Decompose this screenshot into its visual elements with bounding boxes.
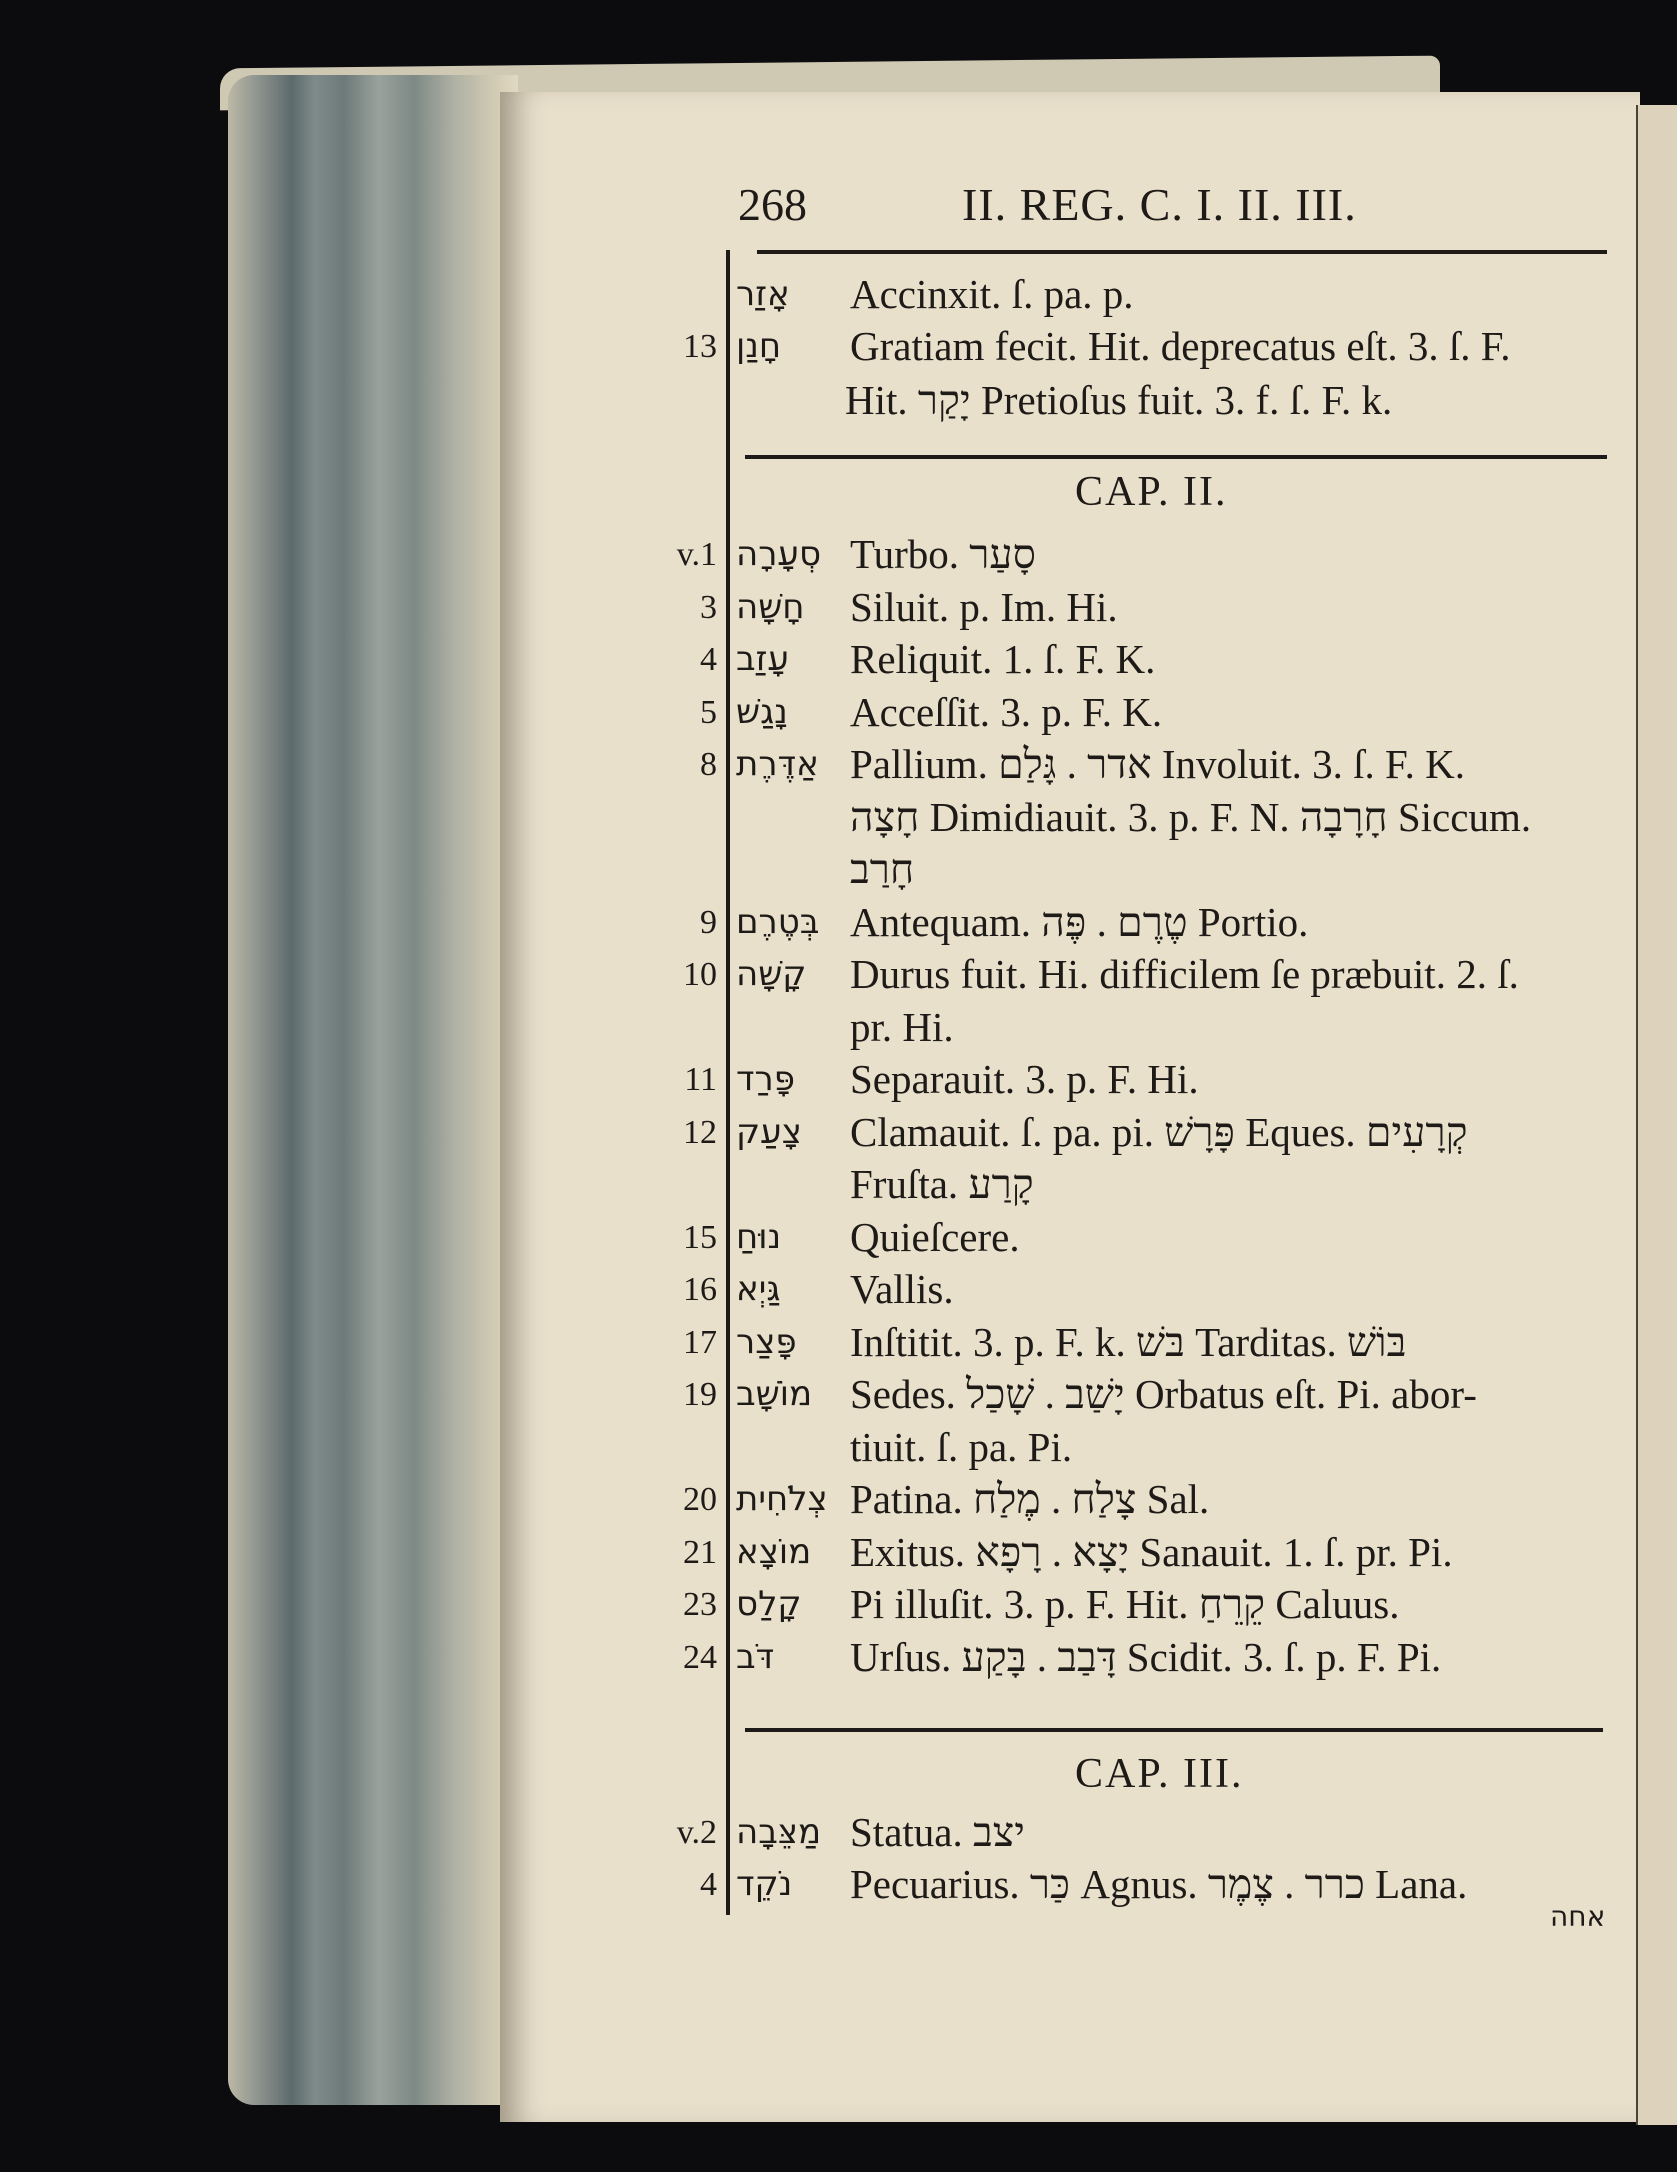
entry-row <box>0 1003 1677 1053</box>
verse-number: 23 <box>683 1586 717 1623</box>
entry-row <box>0 1108 1677 1158</box>
entry-row <box>0 950 1677 1000</box>
section-rule <box>745 455 1607 459</box>
verse-number: 10 <box>683 956 717 993</box>
hebrew-headword: קָשָׁה <box>736 954 807 994</box>
verse-number: 3 <box>700 588 717 626</box>
latin-gloss: Quieſcere. <box>850 1213 1020 1260</box>
latin-gloss: pr. Hi. <box>850 1003 954 1050</box>
entry-row <box>0 740 1677 790</box>
hebrew-headword: חָנַן <box>736 326 782 366</box>
verse-number: v.1 <box>676 536 717 573</box>
section-rule-2 <box>745 1728 1603 1732</box>
hebrew-headword: צָעַק <box>736 1111 802 1152</box>
latin-gloss: Exitus. יָצָא . רָפָא Sanauit. 1. ſ. pr. Pi. <box>850 1528 1453 1575</box>
entry-row <box>0 1528 1677 1578</box>
entry-row <box>0 1370 1677 1420</box>
hebrew-headword: עָזַב <box>736 639 790 679</box>
hebrew-headword: מוֹצָא <box>736 1531 812 1572</box>
hebrew-headword: צְלֹחִית <box>736 1479 828 1519</box>
hebrew-headword: חָשָׁה <box>736 586 805 627</box>
verse-number: 13 <box>683 328 717 365</box>
entry-row <box>0 530 1677 580</box>
entry-row <box>0 898 1677 948</box>
entry-row <box>0 1265 1677 1315</box>
hebrew-headword: קָלַס <box>736 1584 802 1624</box>
latin-gloss: Sedes. יָשַׁב . שָׁכַל Orbatus eſt. Pi. abor- <box>850 1371 1477 1417</box>
verse-number: 15 <box>683 1218 717 1256</box>
entry-row <box>0 688 1677 738</box>
latin-gloss: Accinxit. ſ. pa. p. <box>850 271 1134 317</box>
verse-number: 4 <box>700 641 717 678</box>
hebrew-headword: מַצֵּבָה <box>736 1812 822 1852</box>
entry-row <box>0 1475 1677 1525</box>
hebrew-headword: סְעָרָה <box>736 534 822 574</box>
entry-row <box>0 322 1677 372</box>
entry-row <box>0 1055 1677 1105</box>
entry-row <box>0 635 1677 685</box>
hebrew-headword: אָזַר <box>736 274 790 314</box>
latin-gloss: Inſtitit. 3. p. F. k. בּשׁ Tarditas. בּוֹשׁ <box>850 1318 1407 1365</box>
verse-number: 9 <box>700 903 717 941</box>
verse-number: 24 <box>683 1638 717 1676</box>
latin-gloss: Antequam. טֶרֶם . פֶּה Portio. <box>850 898 1309 945</box>
latin-gloss: Separauit. 3. p. F. Hi. <box>850 1056 1199 1102</box>
verse-number: 12 <box>683 1113 717 1151</box>
cap2-title: CAP. II. <box>1075 469 1228 515</box>
latin-gloss: Pi illuſit. 3. p. F. Hit. קֵרֵחַ Caluus. <box>850 1581 1400 1627</box>
verse-number: 11 <box>684 1061 717 1098</box>
cap3-continuation: אחה <box>1550 1900 1606 1933</box>
latin-gloss: Pallium. אדר . גָּלַם Involuit. 3. ſ. F. K. <box>850 741 1465 787</box>
latin-gloss: Durus fuit. Hi. difficilem ſe præbuit. 2. ſ. <box>850 951 1519 997</box>
entry-row <box>0 1808 1677 1858</box>
hebrew-headword: נוּחַ <box>736 1216 782 1257</box>
hebrew-headword: פָּרַד <box>736 1059 795 1099</box>
verse-number: 17 <box>683 1323 717 1361</box>
top-continuation: Hit. יָקַר Pretioſus fuit. 3. f. ſ. F. k. <box>845 377 1393 423</box>
latin-gloss: חָצָה Dimidiauit. 3. p. F. N. חָרָבָה Siccum. <box>850 793 1532 840</box>
latin-gloss: Clamauit. ſ. pa. pi. פָּרָשׁ Eques. קְרָעִים <box>850 1108 1468 1155</box>
latin-gloss: Pecuarius. כַּר Agnus. כרר . צֶמֶר Lana. <box>850 1861 1468 1907</box>
entry-row <box>0 270 1677 320</box>
entry-row <box>0 1580 1677 1630</box>
verse-number: 8 <box>700 746 717 783</box>
header-rule <box>757 250 1607 254</box>
verse-number: 5 <box>700 693 717 731</box>
hebrew-headword: מוֹשָׁב <box>736 1374 813 1414</box>
latin-gloss: חָרַב <box>850 846 915 892</box>
entry-row <box>0 1860 1677 1910</box>
hebrew-headword: בְּטֶרֶם <box>736 901 820 942</box>
verse-number: 4 <box>700 1866 717 1903</box>
hebrew-headword: נָגַשׁ <box>736 691 788 732</box>
hebrew-headword: גַּיְא <box>736 1269 781 1309</box>
running-head: II. REG. C. I. II. III. <box>962 179 1357 230</box>
page-number: 268 <box>738 179 807 230</box>
entry-row <box>0 845 1677 895</box>
entry-row <box>0 1318 1677 1368</box>
entry-row <box>0 583 1677 633</box>
latin-gloss: Gratiam fecit. Hit. deprecatus eſt. 3. ſ. F. <box>850 323 1511 369</box>
entry-row <box>0 1160 1677 1210</box>
latin-gloss: Turbo. סָעַר <box>850 531 1036 577</box>
latin-gloss: Urſus. דָּבַב . בָּקַע Scidit. 3. ſ. p. F. Pi. <box>850 1633 1442 1680</box>
verse-number: 19 <box>683 1376 717 1413</box>
verse-number: 21 <box>683 1533 717 1571</box>
hebrew-headword: דֹּב <box>736 1636 775 1677</box>
latin-gloss: Fruſta. קָרַע <box>850 1161 1034 1207</box>
latin-gloss: Reliquit. 1. ſ. F. K. <box>850 636 1156 682</box>
entry-row <box>0 793 1677 843</box>
entry-row <box>0 1633 1677 1683</box>
verse-number: v.2 <box>676 1814 717 1851</box>
entry-row <box>0 1423 1677 1473</box>
verse-number: 20 <box>683 1481 717 1518</box>
latin-gloss: Siluit. p. Im. Hi. <box>850 583 1118 630</box>
latin-gloss: Statua. יצב <box>850 1809 1025 1855</box>
latin-gloss: tiuit. ſ. pa. Pi. <box>850 1423 1073 1470</box>
verse-number: 16 <box>683 1271 717 1308</box>
hebrew-headword: פָּצַר <box>736 1321 797 1362</box>
latin-gloss: Vallis. <box>850 1266 954 1312</box>
latin-gloss: Patina. צָלַח . מֶלַח Sal. <box>850 1476 1210 1522</box>
latin-gloss: Acceſſit. 3. p. F. K. <box>850 688 1163 735</box>
hebrew-headword: נֹקֵד <box>736 1864 793 1904</box>
entry-row <box>0 1213 1677 1263</box>
hebrew-headword: אַדֶּרֶת <box>736 744 819 784</box>
cap3-title: CAP. III. <box>1075 1751 1244 1797</box>
